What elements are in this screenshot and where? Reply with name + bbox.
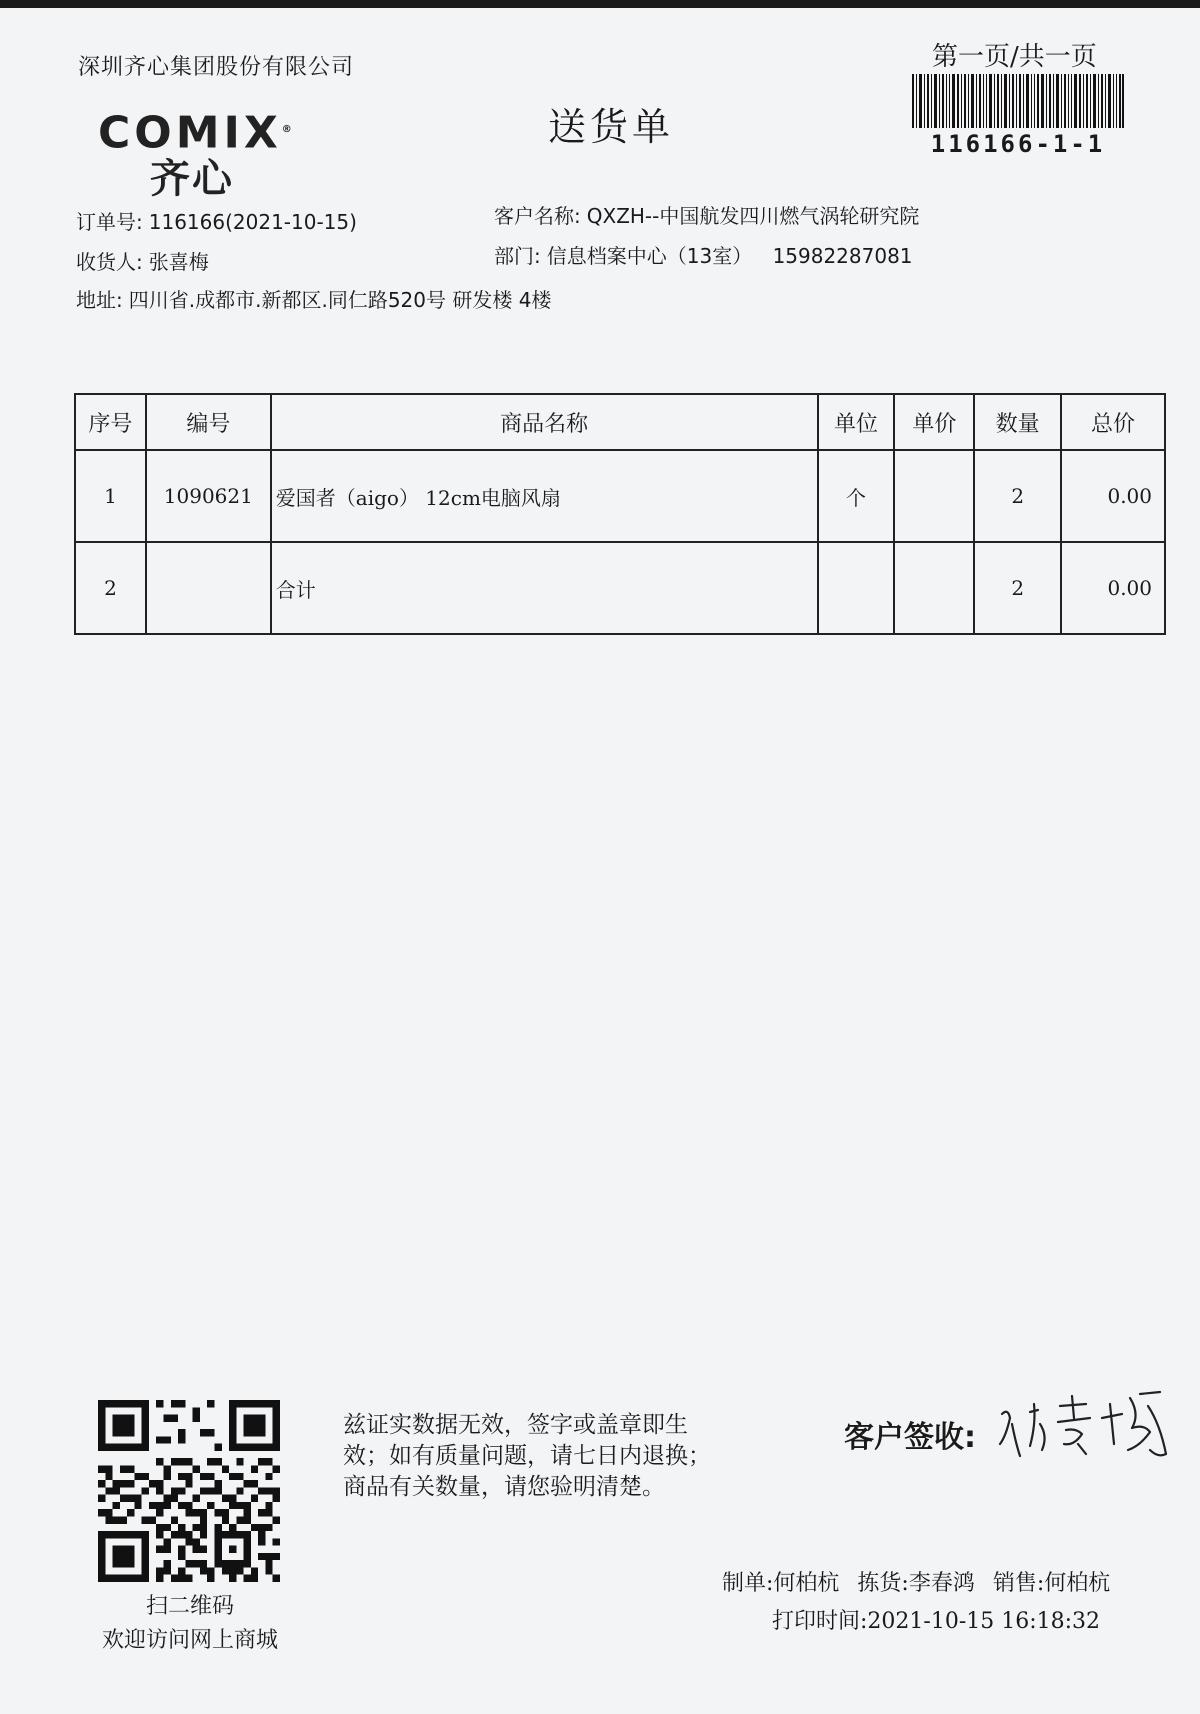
cell-price <box>894 450 974 542</box>
department-value: 信息档案中心（13室） <box>546 244 753 268</box>
table-row <box>75 542 1165 634</box>
sales: 销售:何柏杭 <box>992 1571 1111 1596</box>
cell-price <box>894 542 974 634</box>
cell-qty: 2 <box>974 450 1061 542</box>
col-header-code: 编号 <box>146 394 271 450</box>
logo-text-cn: 齐心 <box>150 155 234 202</box>
order-number <box>76 206 357 235</box>
maker: 制单:何柏杭 <box>722 1571 840 1596</box>
cell-code <box>146 542 271 634</box>
col-header-qty: 数量 <box>974 394 1061 450</box>
table-header-row <box>75 394 1165 450</box>
barcode-number: 116166-1-1 <box>930 130 1106 158</box>
cell-unit: 个 <box>818 450 895 542</box>
footer-staff <box>722 1566 1110 1597</box>
comix-logo <box>98 107 328 202</box>
customer-name-label: 客户名称: <box>494 204 581 228</box>
col-header-seq: 序号 <box>75 394 146 450</box>
receiver-label: 收货人: <box>76 250 143 274</box>
notice-line3: 商品有关数量，请您验明清楚。 <box>343 1474 665 1500</box>
col-header-unit: 单位 <box>818 394 895 450</box>
cell-name: 合计 <box>271 542 818 634</box>
department-label: 部门: <box>494 244 541 268</box>
cell-qty: 2 <box>974 542 1061 634</box>
address <box>76 284 551 313</box>
receiver-value: 张喜梅 <box>148 250 209 274</box>
cell-name: 爱国者（aigo） 12cm电脑风扇 <box>271 450 818 542</box>
print-time: 打印时间:2021-10-15 16:18:32 <box>772 1609 1101 1634</box>
col-header-price: 单价 <box>894 394 974 450</box>
notice-line2: 效；如有质量问题，请七日内退换； <box>343 1443 711 1469</box>
table-row <box>75 450 1165 542</box>
address-label: 地址: <box>76 288 123 312</box>
address-value: 四川省.成都市.新都区.同仁路520号 研发楼 4楼 <box>128 288 552 312</box>
customer-sign-label: 客户签收: <box>844 1420 976 1455</box>
handwritten-signature <box>990 1384 1180 1474</box>
cell-total: 0.00 <box>1061 450 1165 542</box>
cell-total: 0.00 <box>1061 542 1165 634</box>
qr-caption-line1: 扫二维码 <box>145 1594 234 1619</box>
col-header-name: 商品名称 <box>271 394 818 450</box>
company-name: 深圳齐心集团股份有限公司 <box>78 55 355 80</box>
cell-seq: 1 <box>75 450 146 542</box>
qr-caption <box>80 1590 300 1658</box>
cell-seq: 2 <box>75 542 146 634</box>
customer-name <box>494 200 919 229</box>
document-title: 送货单 <box>548 105 675 149</box>
cell-code: 1090621 <box>146 450 271 542</box>
receiver <box>76 246 209 275</box>
top-edge <box>0 0 1200 8</box>
page-indicator: 第一页/共一页 <box>932 42 1097 72</box>
items-table <box>74 393 1166 635</box>
qr-caption-line2: 欢迎访问网上商城 <box>101 1628 278 1653</box>
qr-code <box>98 1400 280 1582</box>
picker: 拣货:李春鸿 <box>857 1571 975 1596</box>
order-number-value: 116166(2021-10-15) <box>148 210 357 234</box>
barcode <box>912 74 1124 128</box>
notice-text <box>343 1410 763 1503</box>
department <box>494 240 913 269</box>
logo-text-en: COMIX® <box>98 107 296 159</box>
order-number-label: 订单号: <box>76 210 143 234</box>
notice-line1: 兹证实数据无效，签字或盖章即生 <box>343 1412 688 1438</box>
col-header-total: 总价 <box>1061 394 1165 450</box>
phone-number: 15982287081 <box>772 244 913 268</box>
customer-name-value: QXZH--中国航发四川燃气涡轮研究院 <box>586 204 920 228</box>
cell-unit <box>818 542 895 634</box>
